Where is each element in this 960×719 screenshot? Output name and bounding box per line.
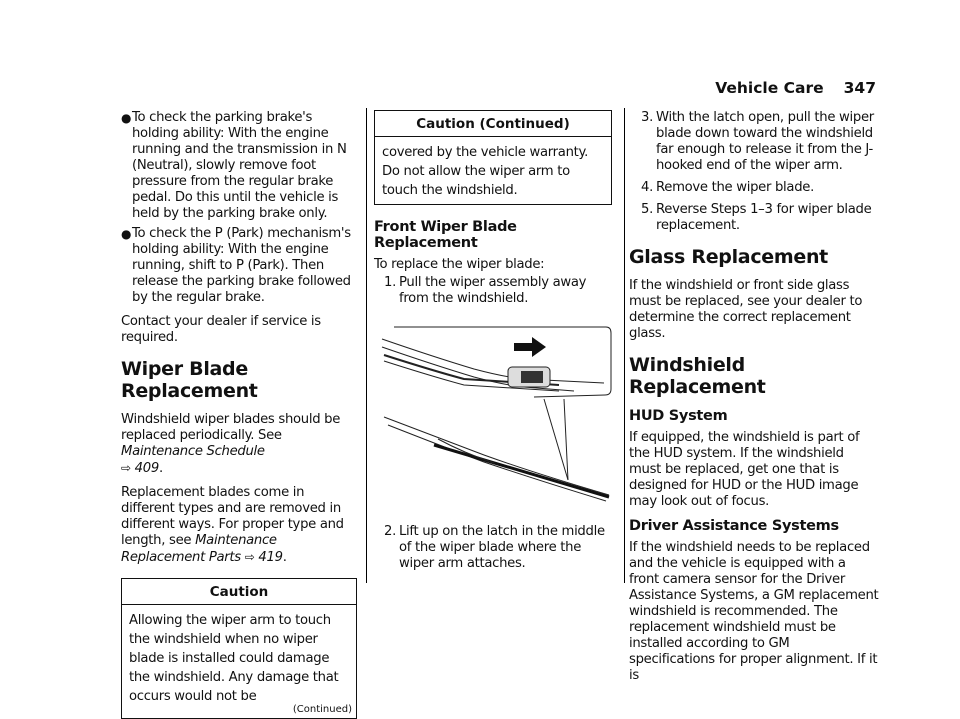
caution-box	[121, 578, 357, 719]
page-reference-icon: ⇨	[244, 550, 255, 564]
caution-title: Caution	[122, 579, 356, 605]
list-item: ● To check the parking brake's holding ability: With the engine running and the transmission in N (Neutral), slowly remove foot pressure from the regular brake pedal. Do this until the vehicle is held by the parking brake only.	[121, 110, 347, 221]
bullet-icon: ●	[121, 227, 132, 241]
page-header	[715, 79, 876, 97]
heading-wiper-blade-replacement: Wiper Blade Replacement	[121, 358, 258, 402]
section-title: Vehicle Care	[715, 79, 824, 97]
column-1	[121, 110, 357, 719]
continued-label: (Continued)	[292, 704, 352, 715]
caution-box	[374, 110, 612, 205]
heading-windshield-replacement: Windshield Replacement	[629, 354, 766, 398]
step-item: 2. Lift up on the latch in the middle of the wiper blade where the wiper arm attaches.	[384, 524, 605, 571]
column-2	[374, 110, 612, 578]
intro-text: To replace the wiper blade:	[374, 257, 545, 272]
wiper-blade-illustration	[374, 325, 612, 506]
column-divider	[624, 108, 625, 583]
step-item: 4. Remove the wiper blade.	[641, 180, 814, 195]
column-3	[629, 110, 879, 692]
page-reference-icon: ⇨	[121, 461, 131, 475]
contact-text: Contact your dealer if service is required.	[121, 314, 321, 345]
paragraph: Windshield wiper blades should be replaced periodically. See Maintenance Schedule ⇨ 409.	[121, 412, 341, 476]
step-item: 1. Pull the wiper assembly away from the windshield.	[384, 275, 587, 306]
caution-title: Caution (Continued)	[375, 111, 611, 137]
paragraph: If the windshield or front side glass must be replaced, see your dealer to determine the correct replacement glass.	[629, 278, 863, 341]
page-ref[interactable]: 419	[258, 550, 283, 565]
heading-front-wiper-blade-replacement: Front Wiper Blade Replacement	[374, 219, 517, 251]
caution-body: covered by the vehicle warranty. Do not allow the wiper arm to touch the windshield.	[382, 145, 589, 198]
paragraph: If equipped, the windshield is part of the HUD system. If the windshield must be replaced, get one that is designed for HUD or the HUD image may look out of focus.	[629, 430, 860, 509]
column-divider	[366, 108, 367, 583]
heading-driver-assistance-systems: Driver Assistance Systems	[629, 518, 839, 534]
page-number: 347	[843, 79, 876, 97]
step-item: 5. Reverse Steps 1–3 for wiper blade replacement.	[641, 202, 872, 233]
paragraph: Replacement blades come in different types and are removed in different ways. For proper type and length, see Maintenance Replacement Parts ⇨ 419.	[121, 485, 344, 565]
caution-body: Allowing the wiper arm to touch the windshield when no wiper blade is installed could damage the windshield. Any damage that occurs would not be	[129, 613, 339, 704]
step-item: 3. With the latch open, pull the wiper blade down toward the windshield far enough to release it from the J-hooked end of the wiper arm.	[641, 110, 874, 173]
heading-hud-system: HUD System	[629, 408, 728, 424]
bullet-icon: ●	[121, 111, 132, 125]
maintenance-schedule-link[interactable]: Maintenance Schedule	[121, 444, 265, 459]
heading-glass-replacement: Glass Replacement	[629, 246, 828, 268]
maintenance-replacement-parts-link[interactable]: Maintenance Replacement Parts	[121, 533, 277, 565]
page-ref[interactable]: 409	[134, 461, 159, 476]
list-item: ● To check the P (Park) mechanism's holding ability: With the engine running, shift to P (Park). Then release the parking brake followed by the regular brake.	[121, 226, 351, 305]
paragraph: If the windshield needs to be replaced and the vehicle is equipped with a front camera sensor for the Driver Assistance Systems, a GM replacement windshield is recommended. The replacement windshield must be installed according to GM specifications for proper alignment. If it is	[629, 540, 879, 683]
